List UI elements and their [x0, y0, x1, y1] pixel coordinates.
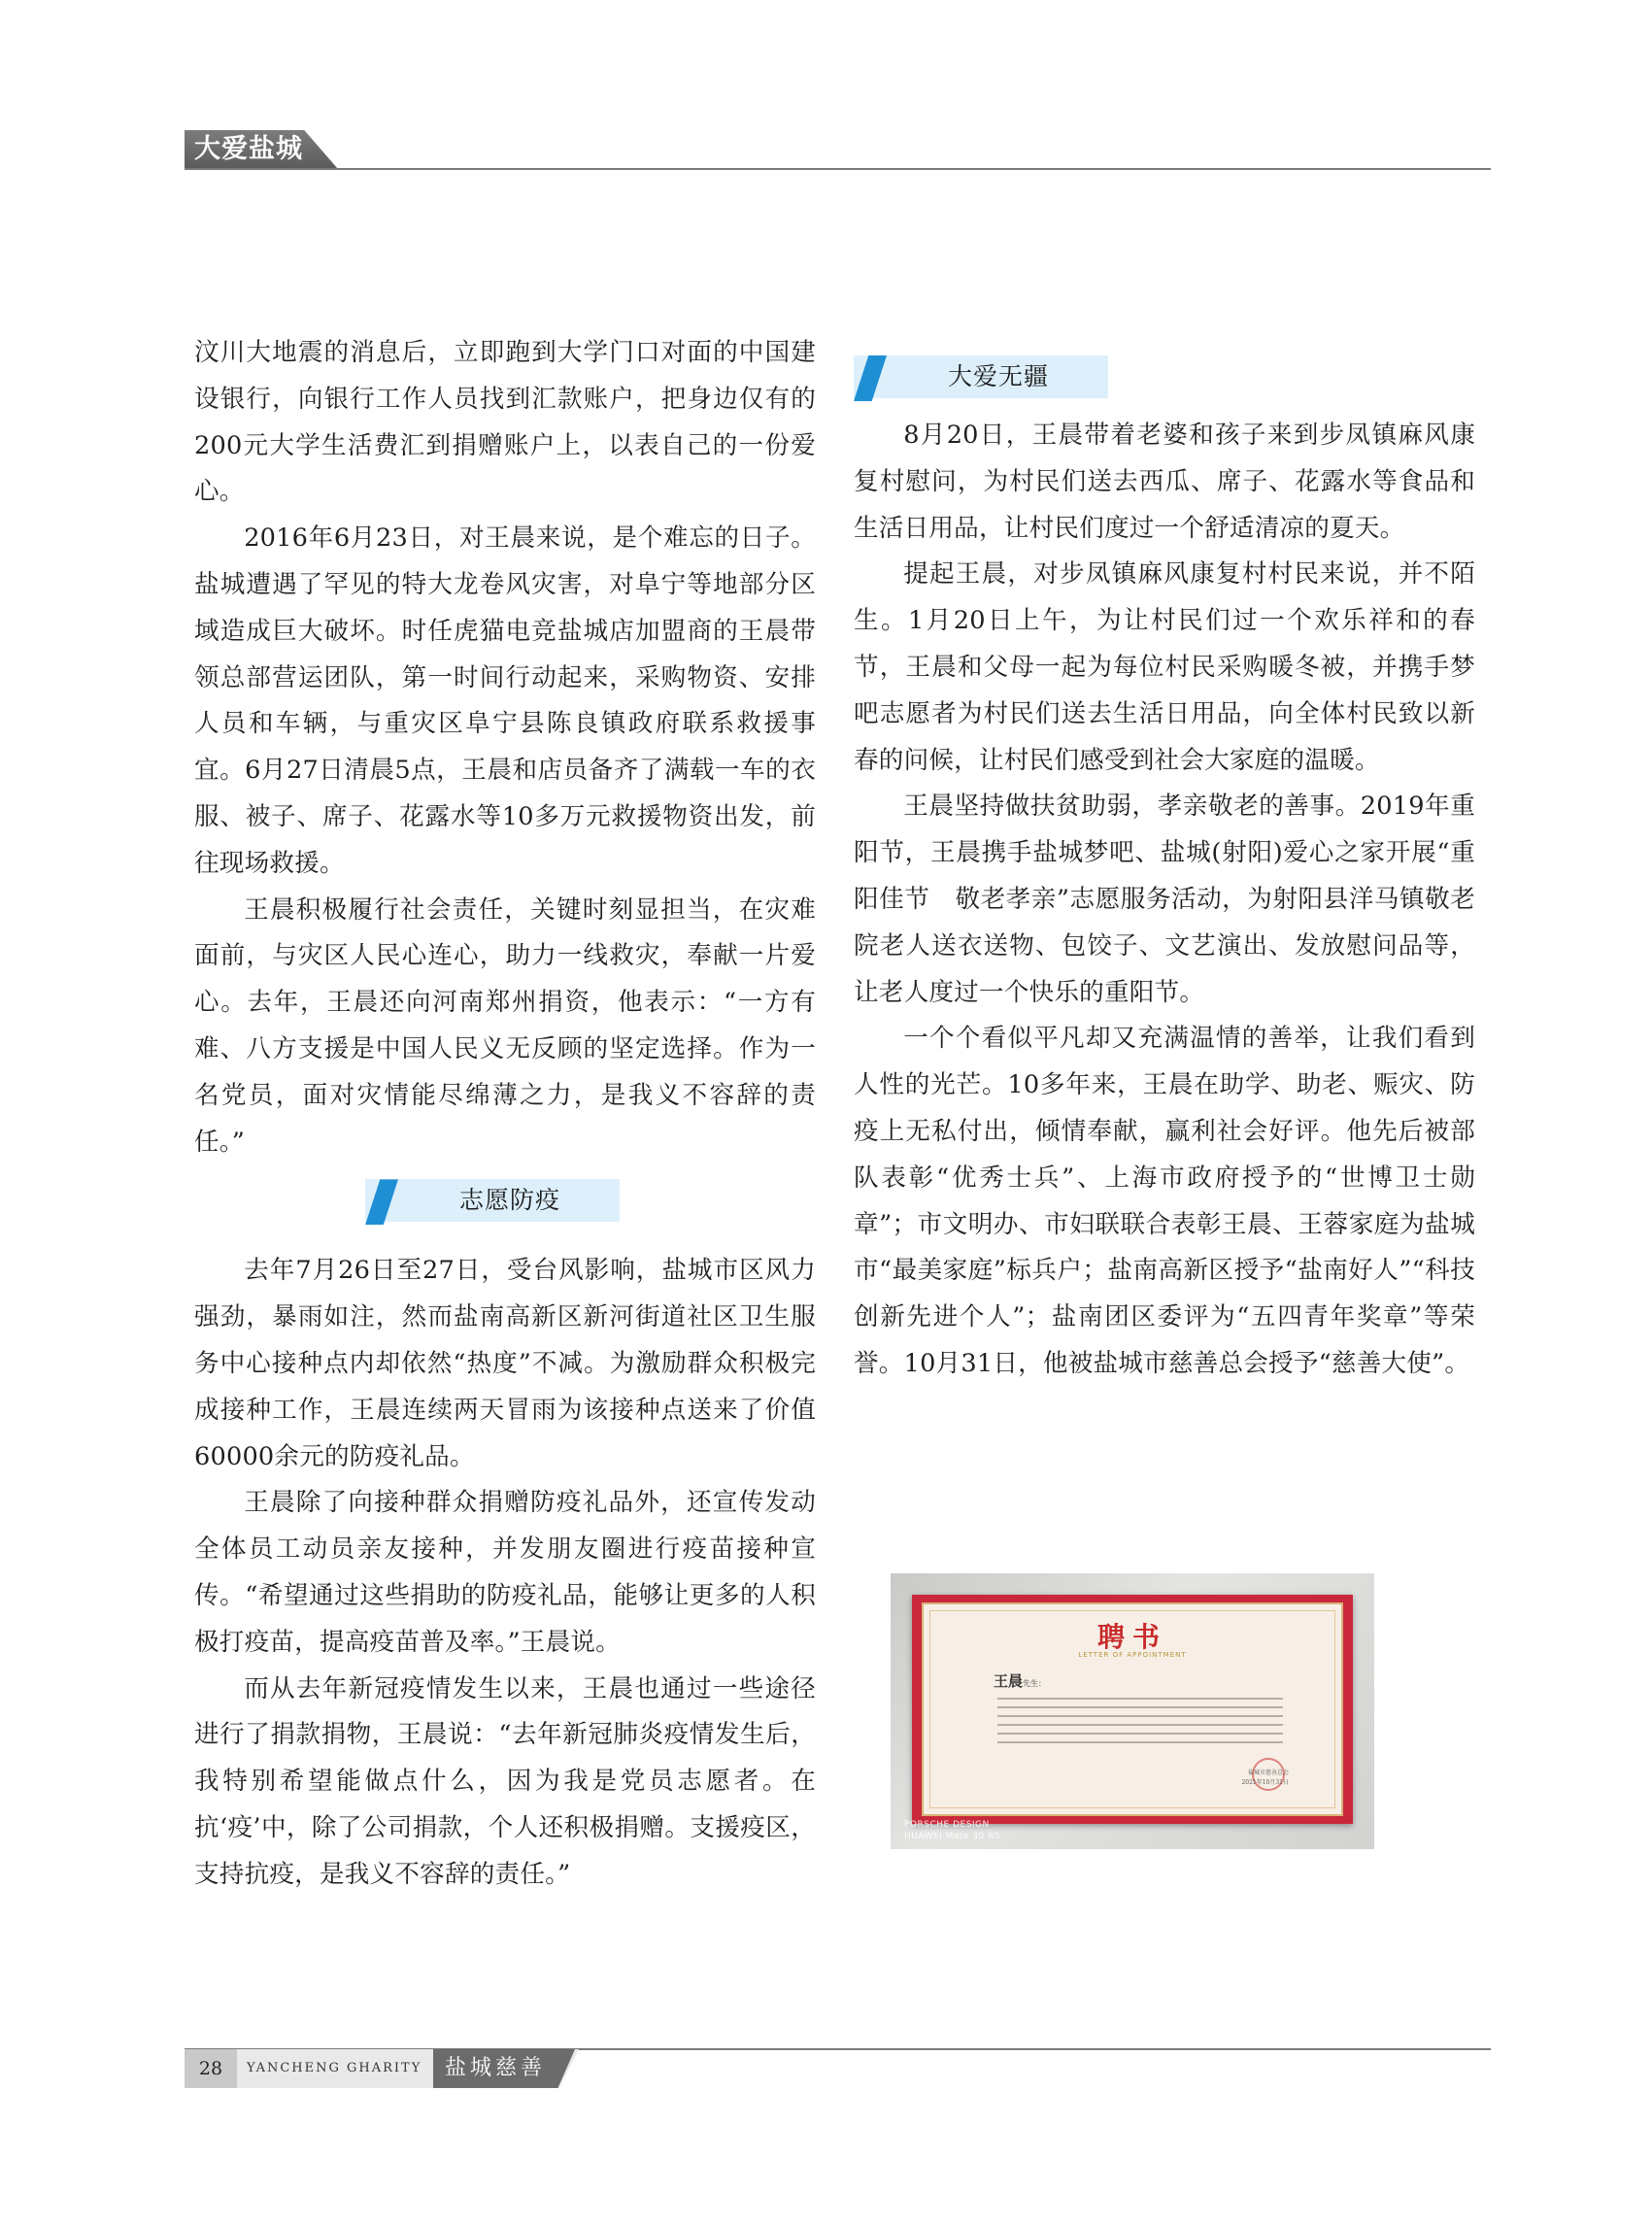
camera-watermark: PORSCHE DESIGN	[904, 1820, 990, 1830]
section-heading-volunteer	[194, 1179, 816, 1225]
paragraph: 2016年6月23日，对王晨来说，是个难忘的日子。盐城遭遇了罕见的特大龙卷风灾害，对阜宁等地部分区域造成巨大破坏。时任虎猫电竞盐城店加盟商的王晨带领总部营运团队，第一时间行动起来，采购物资、安排人员和车辆，与重灾区阜宁县陈良镇政府联系救援事宜。6月27日清晨5点，王晨和店员备齐了满载一车的衣服、被子、席子、花露水等10多万元救援物资出发，前往现场救援。	[194, 523, 816, 878]
paragraph: 提起王晨，对步凤镇麻风康复村村民来说，并不陌生。1月20日上午，为让村民们过一个欢乐祥和的春节，王晨和父母一起为每位村民采购暖冬被，并携手梦吧志愿者为村民们送去生活日用品，向全体村民致以新春的问候，让村民们感受到社会大家庭的温暖。	[854, 559, 1475, 775]
heading-label: 志愿防疫	[458, 1186, 560, 1215]
recipient-name: 王晨	[994, 1672, 1024, 1690]
certificate-paper	[922, 1602, 1343, 1816]
heading-label: 大爱无疆	[947, 362, 1049, 390]
section-title: 大爱盐城	[194, 134, 303, 164]
certificate	[912, 1595, 1353, 1824]
right-column	[854, 344, 1475, 1388]
certificate-photo	[891, 1573, 1374, 1849]
paragraph: 去年7月26日至27日，受台风影响，盐城市区风力强劲，暴雨如注，然而盐南高新区新河街道社区卫生服务中心接种点内却依然“热度”不减。为激励群众积极完成接种工作，王晨连续两天冒雨为该接种点送来了价值60000余元的防疫礼品。	[194, 1256, 816, 1471]
paragraph: 而从去年新冠疫情发生以来，王晨也通过一些途径进行了捐款捐物，王晨说：“去年新冠肺炎疫情发生后，我特别希望能做点什么，因为我是党员志愿者。在抗‘疫’中，除了公司捐款，个人还积极捐赠。支援疫区，支持抗疫，是我义不容辞的责任。”	[194, 1673, 816, 1889]
paragraph: 一个个看似平凡却又充满温情的善举，让我们看到人性的光芒。10多年来，王晨在助学、助老、赈灾、防疫上无私付出，倾情奉献，赢利社会好评。他先后被部队表彰“优秀士兵”、上海市政府授予的“世博卫士勋章”；市文明办、市妇联联合表彰王晨、王蓉家庭为盐城市“最美家庭”标兵户；盐南高新区授予“盐南好人”“科技创新先进个人”；盐南团区委评为“五四青年奖章”等荣誉。10月31日，他被盐城市慈善总会授予“慈善大使”。	[854, 1024, 1475, 1378]
certificate-subtitle: LETTER OF APPOINTMENT	[1078, 1651, 1187, 1659]
certificate-date: 2021年10月31日	[1241, 1779, 1289, 1786]
certificate-title: 聘书	[1096, 1621, 1167, 1653]
paragraph: 王晨除了向接种群众捐赠防疫礼品外，还宣传发动全体员工动员亲友接种，并发朋友圈进行疫苗接种宣传。“希望通过这些捐助的防疫礼品，能够让更多的人积极打疫苗，提高疫苗普及率。”王晨说。	[194, 1488, 816, 1657]
certificate-recipient	[994, 1670, 1046, 1691]
certificate-body-text	[997, 1698, 1283, 1750]
paragraph: 汶川大地震的消息后，立即跑到大学门口对面的中国建设银行，向银行工作人员找到汇款账户，把身边仅有的200元大学生活费汇到捐赠账户上，以表自己的一份爱心。	[194, 338, 816, 507]
camera-watermark: HUAWEI Mate 30 RS	[904, 1832, 1001, 1841]
page-number: 28	[185, 2049, 237, 2088]
left-column	[194, 330, 816, 1899]
recipient-honorific: 先生：	[1023, 1679, 1047, 1688]
header-rule	[185, 168, 1491, 170]
paragraph: 王晨坚持做扶贫助弱，孝亲敬老的善事。2019年重阳节，王晨携手盐城梦吧、盐城(射阳)爱心之家开展“重阳佳节 敬老孝亲”志愿服务活动，为射阳县洋马镇敬老院老人送衣送物、包饺子、文艺演出、发放慰问品等，让老人度过一个快乐的重阳节。	[854, 792, 1475, 1007]
paragraph: 王晨积极履行社会责任，关键时刻显担当，在灾难面前，与灾区人民心连心，助力一线救灾，奉献一片爱心。去年，王晨还向河南郑州捐资，他表示：“一方有难、八方支援是中国人民义无反顾的坚定选择。作为一名党员，面对灾情能尽绵薄之力，是我义不容辞的责任。”	[194, 894, 816, 1157]
paragraph: 8月20日，王晨带着老婆和孩子来到步凤镇麻风康复村慰问，为村民们送去西瓜、席子、花露水等食品和生活日用品，让村民们度过一个舒适清凉的夏天。	[854, 421, 1475, 543]
certificate-issuer: 盐城市慈善总会	[1247, 1770, 1289, 1776]
section-heading-love	[854, 344, 1475, 389]
magazine-name-cn: 盐城慈善	[445, 2056, 547, 2080]
magazine-name-en: YANCHENG GHARITY	[247, 2061, 422, 2075]
